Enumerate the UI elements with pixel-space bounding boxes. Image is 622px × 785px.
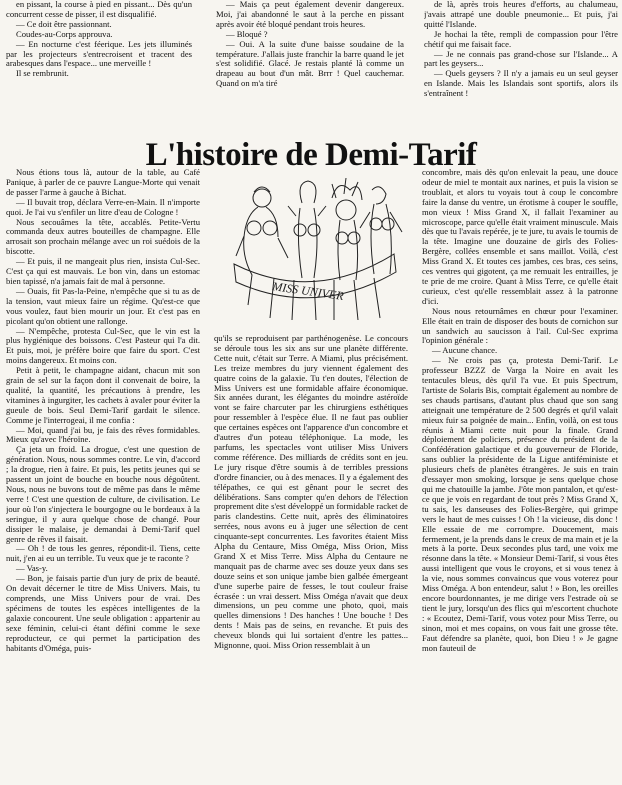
- paragraph: — En nocturne c'est féerique. Les jets illuminés par les projecteurs s'entrecroisent et tracent des arabesques dans l'espace... une merveille !: [6, 38, 192, 69]
- paragraph: — Oh ! de tous les genres, répondit-il. Tiens, cette nuit, j'en ai eu un terrible. Tu veux que je te raconte ?: [6, 543, 200, 564]
- top-column-1: [6, 0, 192, 108]
- column-2-text: [214, 334, 408, 651]
- paragraph: — Ce doit être passionnant.: [16, 18, 112, 29]
- paragraph: en pissant, la course à pied en pissant... Dès qu'un concurrent cesse de pisser, il est disqualifié.: [6, 0, 192, 19]
- banner-text: MISS UNIVER: [271, 279, 345, 303]
- paragraph: Nous étions tous là, autour de la table, au Café Panique, à parler de ce pauvre Langue-Morte qui venait de passer l'arme à gauche à Bichat.: [6, 168, 200, 197]
- top-column-3: [424, 0, 618, 108]
- paragraph: — Oui. A la suite d'une baisse soudaine de la température. J'allais juste franchir la barre quand le jet s'est solidifié. Glacé. Je restais planté là comme un drapeau au bout d'un mât. Brrr ! Quel cauchemar. Quand on m'a tiré: [216, 38, 404, 89]
- paragraph: — Je ne connais pas grand-chose sur l'Islande... A part les geysers...: [424, 48, 618, 69]
- paragraph: Nous nous retournâmes en chœur pour l'examiner. Elle était en train de disposer des bouts de cornichon sur un sandwich au saucisson à l'ail. Cul-Sec exprima l'opinion générale :: [422, 305, 618, 346]
- paragraph: — Vas-y.: [16, 563, 48, 574]
- article-column-3: [422, 168, 618, 783]
- paragraph: — Ouais, fit Pas-la-Peine, n'empêche que si tu as de la tension, vaut mieux faire un régime. Qu'est-ce que vous voulez, faut bien mourir un jour. Et c'est pas en picolant qu'on obtient une rallonge.: [6, 285, 200, 326]
- paragraph: — Bon, je faisais partie d'un jury de prix de beauté. On devait décerner le titre de Miss Univers. Mais, tu comprends, une Miss Univers pour de vrai. Des spécimens de toutes les espèces intelligentes de la galaxie concourent. Une seule obligation : appartenir au sexe féminin, celui-ci étant défini comme le sexe reproducteur, ce qui permet la participation des habitants d'Oméga, puis-: [6, 573, 200, 653]
- paragraph: Je hochai la tête, rempli de compassion pour l'être chétif qui me faisait face.: [424, 28, 618, 49]
- paragraph: Petit à petit, le champagne aidant, chacun mit son grain de sel sur la façon dont il convenait de boire, la qualité, la quantité, les précautions à prendre, les vitamines à ingurgiter, les cachets à avaler pour éviter la gueule de bois. Seul Demi-Tarif gardait le silence. Comme je l'interrogeai, il me confia :: [6, 365, 200, 425]
- paragraph: Ça jeta un froid. La drogue, c'est une question de génération. Nous, nous sommes contre. Le vin, d'accord ; la drogue, rien à faire. Et puis, les petits jeunes qui se passent un joint de bouche en bouche nous dégoûtent. Nous, nous ne buvons tout de même pas dans le même verre ! C'est une question de culture, de civilisation. Le jour où l'on s'injectera le bourgogne ou le bordeaux à la seringue, il y aura quelque chose de changé. Pour dissiper le malaise, je demandai à Demi-Tarif quel genre de rêves il faisait.: [6, 444, 200, 544]
- paragraph: Il se rembrunit.: [16, 68, 69, 79]
- top-column-2: [216, 0, 404, 108]
- paragraph: — Bloqué ?: [226, 28, 268, 39]
- article-column-2: [214, 168, 408, 783]
- paragraph: — Quels geysers ? Il n'y a jamais eu un seul geyser en Islande. Mais les Islandais sont sportifs, alors ils s'entraînent !: [424, 68, 618, 99]
- paragraph: — Aucune chance.: [432, 345, 498, 356]
- paragraph: — Il buvait trop, déclara Verre-en-Main. Il n'importe quoi. Je l'ai vu s'enfiler un litre d'eau de Cologne !: [6, 196, 200, 217]
- paragraph: — Mais ça peut également devenir dangereux. Moi, j'ai abandonné le saut à la perche en pissant après avoir été bloqué pendant trois heures.: [216, 0, 404, 29]
- paragraph: de là, après trois heures d'efforts, au chalumeau, j'avais attrapé une double pneumonie... Et puis, j'ai quitté l'Islande.: [424, 0, 618, 29]
- paragraph: qu'ils se reproduisent par parthénogenèse. Le concours se déroule tous les six ans sur une planète différente. Cette nuit, c'était sur Terre. A Miami, plus précisément. Les treize membres du jury viennent également des quatre coins de la galaxie. Tu t'en doutes, l'élection de Miss Univers est une formidable affaire économique. Six années durant, les élégantes du moindre astéroïde vont se faire charcuter par les chirurgiens esthétiques pour ressembler à l'espèce élue. Il ne faut pas oublier que certaines espèces ont l'apparence d'un concombre et d'autres d'un poteau téléphonique. La mode, les parfums, les spectacles vont utiliser Miss Univers comme référence. Des milliards de crédits sont en jeu. Le jury risque d'être soumis à de terribles pressions d'ordre financier, ou à des menaces. Il y a également des télépathes, ce qui est gênant pour le secret des délibérations. Sans compter qu'en dehors de l'élection proprement dite s'est développé un formidable racket de paris clandestins. Cette nuit, après des éliminatoires serrées, nous avons eu à juger une sélection de cent cinquante-sept concurrentes. Les favorites étaient Miss Alpha du Centaure, Miss Oméga, Miss Orion, Miss Grand X et Miss Terre. Miss Alpha du Centaure ne manquait pas de charme avec ses douze yeux dans ses douze seins et son unique jambe bien galbée émergeant d'une superbe paire de fesses, le tout couleur fraise écrasée : un vrai dessert. Miss Oméga n'avait que deux dimensions, un peu comme une photo, quoi, mais quelles dimensions ! Des hanches ! Une bouche ! Des dents ! Mais pas de seins, en revanche. Et puis des cheveux blonds qui lui sortaient d'entre les pattes... Mignonne, quoi. Miss Orion ressemblait à un: [214, 333, 408, 651]
- paragraph: Coudes-au-Corps approuva.: [16, 28, 113, 39]
- paragraph: Nous secouâmes la tête, accablés. Petite-Vertu commanda deux autres bouteilles de champagne. Elle arrosait son prochain mélange avec un roi suédois de la biscotte.: [6, 216, 200, 257]
- paragraph: — Et puis, il ne mangeait plus rien, insista Cul-Sec. C'est ça qui est mauvais. Le bon vin, dans un estomac bien tapissé, n'a jamais fait de mal à personne.: [6, 256, 200, 286]
- paragraph: — Moi, quand j'ai bu, je fais des rêves formidables. Mieux qu'avec l'héroïne.: [6, 424, 200, 445]
- article-title: L'histoire de Demi-Tarif: [145, 137, 477, 173]
- article-column-1: [6, 168, 200, 783]
- paragraph: — N'empêche, protesta Cul-Sec, que le vin est la plus hygiénique des boissons. C'est Pasteur qui l'a dit. Et puis, moi, je préfère boire que faire du sport. C'est moins dangereux. Et moins con.: [6, 325, 200, 366]
- paragraph: concombre, mais dès qu'on enlevait la peau, une douce odeur de miel te montait aux narines, et puis la vision se troublait, et alors tu voyais tout à coup le concombre faire la danse du ventre, un érotisme à couper le souffle, mon vieux ! Miss Grand X, il fallait l'examiner au microscope, parce qu'elle était vraiment minuscule. Mais dès que tu l'avais repérée, je te jure, tu avais le tournis de la tête. Imagine une douzaine de girls des Folies-Bergère, collées ensemble et sans maillot. Voilà, c'est Miss Grand X. Et toutes ces jambes, ces bras, ces seins, ces ventres qui gigotent, ça me remuait les entrailles, je te prie de me croire. Quant à Miss Terre, ce qu'elle était curieux, c'est qu'elle ressemblait assez à la patronne d'ici.: [422, 168, 618, 306]
- paragraph: — Ne crois pas ça, protesta Demi-Tarif. Le professeur BZZZ de Varga la Noire en avait les tentacules bleus, dès qu'il l'a vue. Et puis Spectrum, l'artiste de Solaris Bis, comptait également au nombre de ses chauds partisans, d'autant plus chaud que son sang atteignait une température de 2 500 degrés et qu'il valait mieux fuir sa poignée de main... Enfin, voilà, on est tous réunis à Miami cette nuit pour la finale. Grand déploiement de policiers, présence du président de la Confédération galactique et du gouverneur de Floride, sans oublier la présidente de la Ligue antiféministe et plusieurs chefs de planètes étrangères. Je suis en train d'essayer mon smoking, lorsque je sens quelque chose qui me chatouille la jambe. J'ôte mon pantalon, et qu'est-ce que je vois en regardant de tout près ? Miss Grand X, tu sais, les danseuses des Folies-Bergère, qui grimpe vers le haut de mes cuisses ! Oh ! la vicieuse, dis donc ! Elle essaie de me corrompre. Doucement, mais fermement, je la prends dans le creux de ma main et je la mets à la porte. Deux secondes plus tard, une voix me résonne dans la tête. « Monsieur Demi-Tarif, si vous êtes aussi intelligent que vous le croyons, et si vous tenez à la vie, nous sommes convaincus que vous voterez pour Miss Oméga. A bon entendeur, salut ! » Bon, les oreilles encore bourdonnantes, je me dirige vers l'estrade où se tient le jury, lorsqu'un des flics qui m'escortent chuchote : « Ecoutez, Demi-Tarif, vous votez pour Miss Terre, ou sinon, moi et mes copains, on vous fait une grosse tête. Faut défendre sa planète, quoi, bon Dieu ! » Je gagne mon fauteuil de: [422, 355, 618, 653]
